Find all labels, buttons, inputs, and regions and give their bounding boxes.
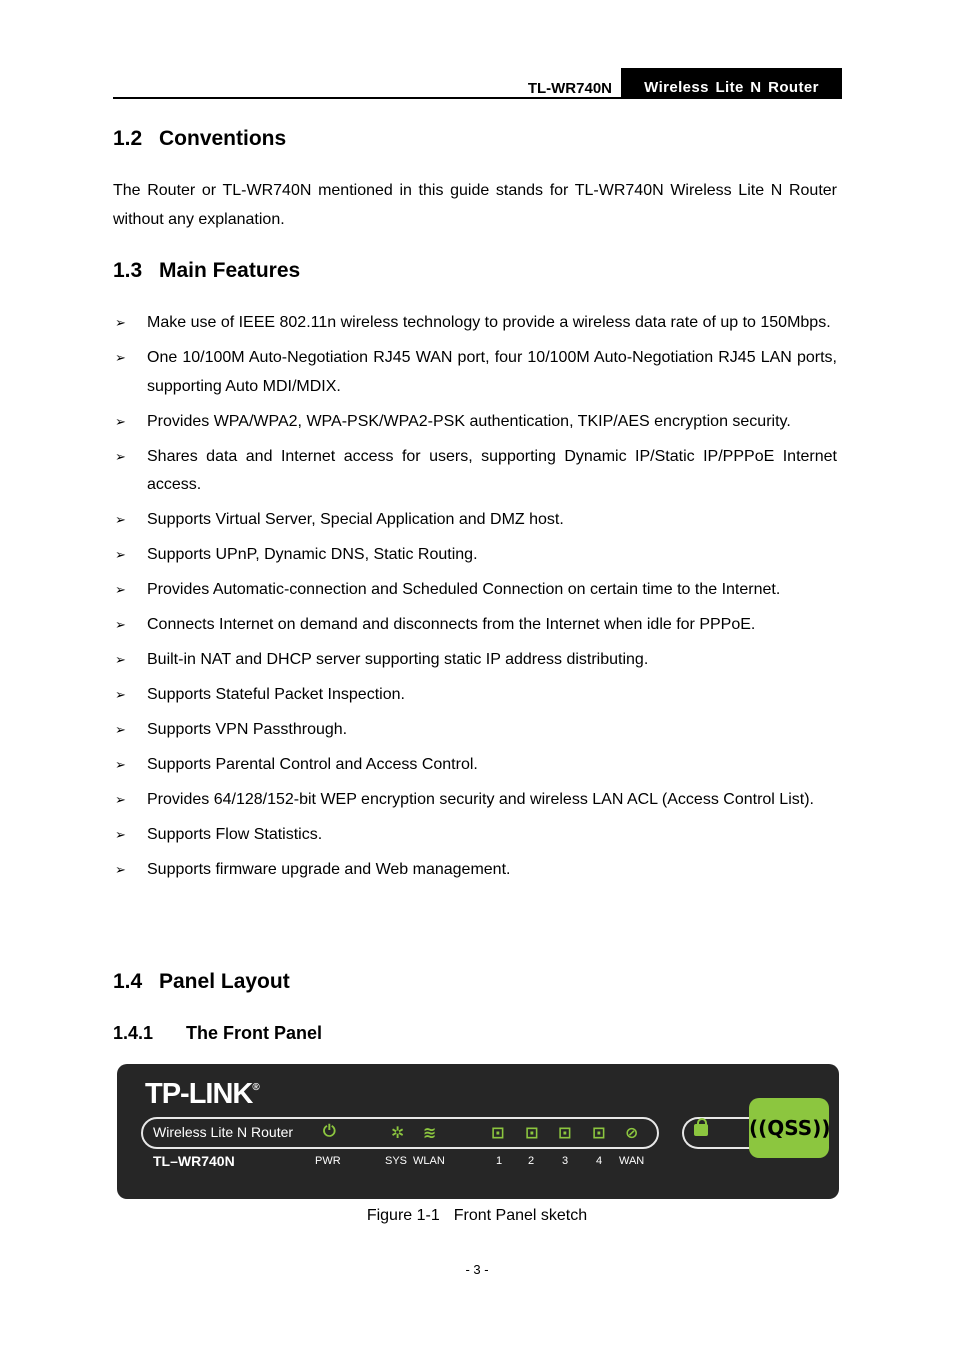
feature-item (113, 344, 837, 401)
heading-conventions: 1.2 Conventions (113, 127, 287, 150)
feature-item (113, 309, 837, 338)
heading-panel-layout: 1.4 Panel Layout (113, 970, 290, 993)
lan-port-1-icon: ⊡ (491, 1125, 505, 1142)
feature-text: Supports Virtual Server, Special Application and DMZ host. (147, 511, 564, 528)
lan-port-2-icon: ⊡ (525, 1125, 539, 1142)
bullet-arrow-icon: ➢ (115, 512, 126, 527)
conventions-text: The Router or TL-WR740N mentioned in this guide stands for TL-WR740N Wireless Lite N Router without any explanation. (113, 182, 837, 228)
label-port-4: 4 (596, 1155, 603, 1167)
feature-text: Supports UPnP, Dynamic DNS, Static Routing. (147, 546, 478, 563)
feature-item (113, 681, 837, 710)
feature-text: Make use of IEEE 802.11n wireless technology to provide a wireless data rate of up to 150Mbps. (147, 314, 831, 331)
feature-item (113, 506, 837, 535)
bullet-arrow-icon: ➢ (115, 757, 126, 772)
panel-model-label: TL–WR740N (153, 1153, 235, 1169)
feature-text: Supports firmware upgrade and Web management. (147, 861, 511, 878)
label-port-1: 1 (496, 1155, 503, 1167)
gear-icon: ✲ (391, 1125, 405, 1142)
bullet-arrow-icon: ➢ (115, 315, 126, 330)
feature-text: Connects Internet on demand and disconnects from the Internet when idle for PPPoE. (147, 616, 756, 633)
feature-item (113, 751, 837, 780)
feature-item (113, 821, 837, 850)
lan-port-3-icon: ⊡ (558, 1125, 572, 1142)
feature-item (113, 541, 837, 570)
bullet-arrow-icon: ➢ (115, 547, 126, 562)
heading-main-features: 1.3 Main Features (113, 259, 301, 282)
feature-item (113, 716, 837, 745)
feature-item (113, 408, 837, 437)
feature-item (113, 646, 837, 675)
brand-logo: TP-LINK® (145, 1078, 259, 1110)
lock-icon (694, 1124, 708, 1136)
heading-front-panel: 1.4.1 The Front Panel (113, 1023, 323, 1043)
bullet-arrow-icon: ➢ (115, 687, 126, 702)
feature-text: One 10/100M Auto-Negotiation RJ45 WAN port, four 10/100M Auto-Negotiation RJ45 LAN ports, supporting Auto MDI/MDIX. (147, 349, 837, 395)
bullet-arrow-icon: ➢ (115, 792, 126, 807)
feature-text: Supports VPN Passthrough. (147, 721, 348, 738)
product-label: Wireless Lite N Router (153, 1124, 294, 1140)
feature-item (113, 576, 837, 605)
bullet-arrow-icon: ➢ (115, 448, 126, 464)
label-port-3: 3 (562, 1155, 569, 1167)
power-icon: ⏻ (323, 1123, 336, 1140)
page-number: - 3 - (465, 1262, 489, 1277)
header-model: TL-WR740N (527, 80, 612, 97)
feature-item (113, 611, 837, 640)
bullet-arrow-icon: ➢ (115, 582, 126, 597)
globe-icon: ⊘ (625, 1125, 639, 1142)
feature-text: Shares data and Internet access for users, supporting Dynamic IP/Static IP/PPPoE Internet access. (147, 447, 837, 493)
qss-button: ((QSS)) (749, 1098, 829, 1158)
bullet-arrow-icon: ➢ (115, 413, 126, 429)
bullet-arrow-icon: ➢ (115, 862, 126, 877)
bullet-arrow-icon: ➢ (115, 722, 126, 737)
feature-text: Provides 64/128/152-bit WEP encryption security and wireless LAN ACL (Access Control List). (147, 791, 814, 808)
feature-list (113, 309, 837, 891)
label-sys: SYS (385, 1155, 408, 1167)
feature-text: Built-in NAT and DHCP server supporting static IP address distributing. (147, 651, 649, 668)
lan-port-4-icon: ⊡ (592, 1125, 606, 1142)
wifi-icon: ≋ (423, 1125, 437, 1142)
feature-text: Provides Automatic-connection and Scheduled Connection on certain time to the Internet. (147, 581, 781, 598)
feature-item (113, 856, 837, 885)
figure-caption: Figure 1-1 Front Panel sketch (366, 1207, 588, 1224)
bullet-arrow-icon: ➢ (115, 617, 126, 632)
feature-text: Supports Stateful Packet Inspection. (147, 686, 405, 703)
bullet-arrow-icon: ➢ (115, 652, 126, 667)
label-wlan: WLAN (413, 1155, 445, 1167)
label-wan: WAN (619, 1155, 645, 1167)
feature-item (113, 786, 837, 815)
feature-item (113, 443, 837, 500)
label-port-2: 2 (528, 1155, 535, 1167)
bullet-arrow-icon: ➢ (115, 350, 126, 365)
feature-text: Provides WPA/WPA2, WPA-PSK/WPA2-PSK authentication, TKIP/AES encryption security. (147, 412, 791, 430)
header-rule (113, 97, 842, 99)
led-capsule (141, 1117, 659, 1149)
page-header (113, 68, 842, 100)
header-product-tag: Wireless Lite N Router (621, 68, 842, 99)
front-panel-image (117, 1064, 839, 1199)
feature-text: Supports Parental Control and Access Control. (147, 756, 478, 773)
label-pwr: PWR (315, 1155, 341, 1167)
bullet-arrow-icon: ➢ (115, 827, 126, 842)
feature-text: Supports Flow Statistics. (147, 826, 323, 843)
